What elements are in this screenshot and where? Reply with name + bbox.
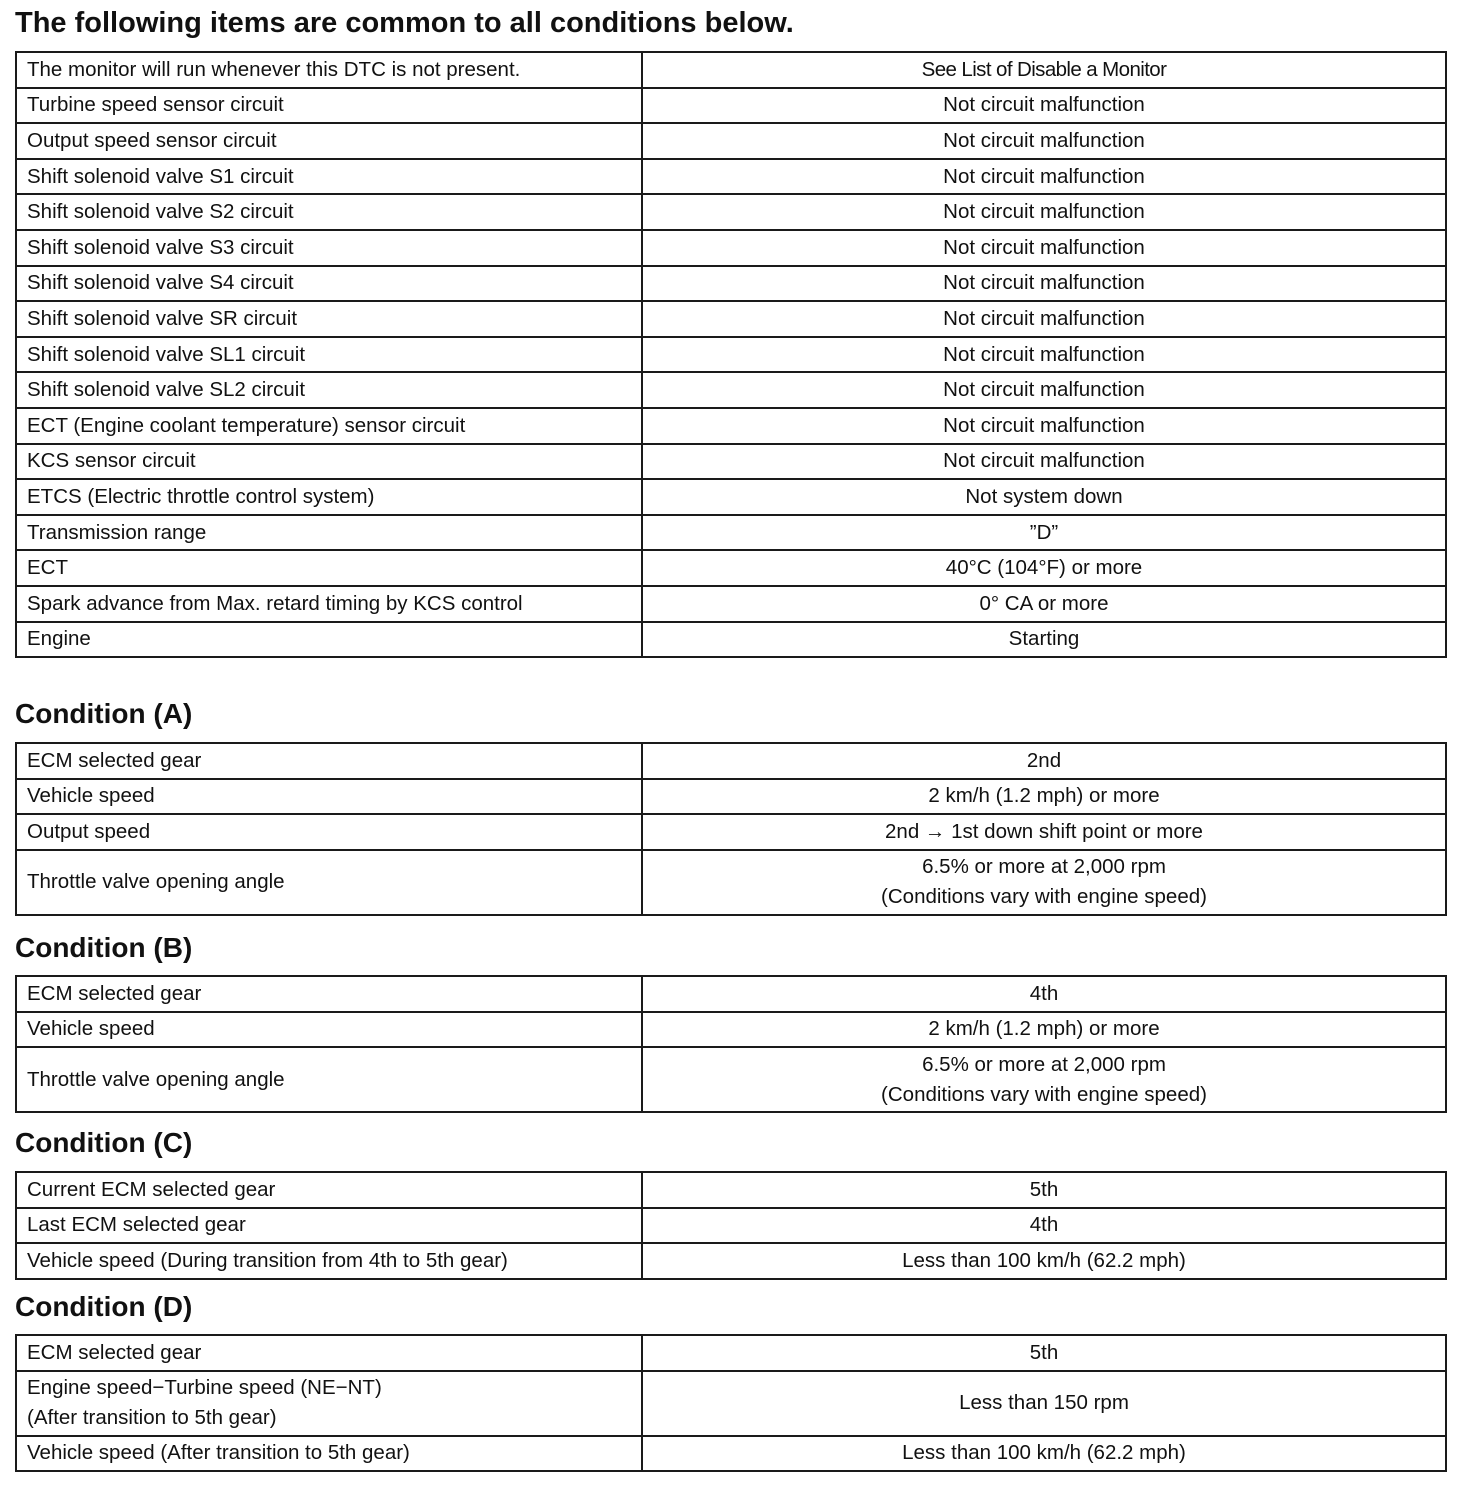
table-row	[16, 1436, 1446, 1472]
table-row	[16, 1208, 1446, 1244]
condition-b-heading: Condition (B)	[15, 932, 193, 963]
condition-item: Last ECM selected gear	[16, 1208, 642, 1244]
table-row	[16, 550, 1446, 586]
condition-item: Spark advance from Max. retard timing by KCS control	[16, 586, 642, 622]
condition-value: 4th	[642, 1208, 1446, 1244]
condition-item: ECT (Engine coolant temperature) sensor circuit	[16, 408, 642, 444]
condition-value: 0° CA or more	[642, 586, 1446, 622]
table-row	[16, 622, 1446, 658]
condition-item: Throttle valve opening angle	[16, 1047, 642, 1112]
condition-value: Not circuit malfunction	[642, 194, 1446, 230]
condition-item: KCS sensor circuit	[16, 444, 642, 480]
table-row	[16, 301, 1446, 337]
condition-item: Vehicle speed (After transition to 5th gear)	[16, 1436, 642, 1472]
condition-value: Not circuit malfunction	[642, 230, 1446, 266]
condition-item: Vehicle speed (During transition from 4th to 5th gear)	[16, 1243, 642, 1279]
condition-d-heading: Condition (D)	[15, 1291, 193, 1322]
condition-item: Shift solenoid valve SL2 circuit	[16, 372, 642, 408]
condition-item: Transmission range	[16, 515, 642, 551]
table-row	[16, 88, 1446, 124]
condition-a-heading: Condition (A)	[15, 698, 193, 729]
condition-a-table	[15, 742, 1447, 916]
condition-item: Shift solenoid valve SR circuit	[16, 301, 642, 337]
condition-value: Not circuit malfunction	[642, 372, 1446, 408]
table-row	[16, 1012, 1446, 1048]
condition-item: Output speed	[16, 814, 642, 850]
table-row	[16, 586, 1446, 622]
condition-item: ECM selected gear	[16, 1335, 642, 1371]
condition-value: Less than 100 km/h (62.2 mph)	[642, 1436, 1446, 1472]
common-conditions-heading: The following items are common to all conditions below.	[15, 7, 794, 39]
condition-value: Not circuit malfunction	[642, 159, 1446, 195]
condition-value: 5th	[642, 1172, 1446, 1208]
table-row	[16, 337, 1446, 373]
condition-item: Vehicle speed	[16, 1012, 642, 1048]
table-row	[16, 743, 1446, 779]
condition-value: 5th	[642, 1335, 1446, 1371]
condition-item: Engine	[16, 622, 642, 658]
table-row	[16, 814, 1446, 850]
table-row	[16, 159, 1446, 195]
condition-value: 2 km/h (1.2 mph) or more	[642, 1012, 1446, 1048]
condition-item: Current ECM selected gear	[16, 1172, 642, 1208]
condition-item: ECM selected gear	[16, 976, 642, 1012]
table-row	[16, 1371, 1446, 1436]
table-row	[16, 123, 1446, 159]
condition-item: Vehicle speed	[16, 779, 642, 815]
table-row	[16, 52, 1446, 88]
condition-value: Less than 100 km/h (62.2 mph)	[642, 1243, 1446, 1279]
condition-value: Not circuit malfunction	[642, 444, 1446, 480]
table-row	[16, 194, 1446, 230]
table-row	[16, 1172, 1446, 1208]
table-row	[16, 372, 1446, 408]
condition-value: 2 km/h (1.2 mph) or more	[642, 779, 1446, 815]
condition-value: Not circuit malfunction	[642, 123, 1446, 159]
condition-value: 40°C (104°F) or more	[642, 550, 1446, 586]
condition-value: Not system down	[642, 479, 1446, 515]
table-row	[16, 408, 1446, 444]
condition-item: Shift solenoid valve S3 circuit	[16, 230, 642, 266]
table-row	[16, 1047, 1446, 1112]
condition-value: See List of Disable a Monitor	[642, 52, 1446, 88]
condition-value: Starting	[642, 622, 1446, 658]
condition-item: Shift solenoid valve S4 circuit	[16, 266, 642, 302]
table-row	[16, 976, 1446, 1012]
condition-item: Turbine speed sensor circuit	[16, 88, 642, 124]
condition-value: 4th	[642, 976, 1446, 1012]
table-row	[16, 266, 1446, 302]
condition-value: Not circuit malfunction	[642, 408, 1446, 444]
condition-value: ”D”	[642, 515, 1446, 551]
condition-value: Not circuit malfunction	[642, 337, 1446, 373]
condition-d-table	[15, 1334, 1447, 1472]
condition-value: Less than 150 rpm	[642, 1371, 1446, 1436]
condition-value: Not circuit malfunction	[642, 88, 1446, 124]
table-row	[16, 479, 1446, 515]
condition-item: ECT	[16, 550, 642, 586]
common-conditions-table	[15, 51, 1447, 658]
condition-value: Not circuit malfunction	[642, 266, 1446, 302]
table-row	[16, 1335, 1446, 1371]
condition-item: Engine speed−Turbine speed (NE−NT) (After transition to 5th gear)	[16, 1371, 642, 1436]
table-row	[16, 1243, 1446, 1279]
condition-value: 2nd → 1st down shift point or more	[642, 814, 1446, 850]
condition-value: 2nd	[642, 743, 1446, 779]
condition-item: ECM selected gear	[16, 743, 642, 779]
condition-item: Shift solenoid valve S2 circuit	[16, 194, 642, 230]
condition-c-table	[15, 1171, 1447, 1280]
condition-item: Output speed sensor circuit	[16, 123, 642, 159]
table-row	[16, 444, 1446, 480]
condition-item: Shift solenoid valve S1 circuit	[16, 159, 642, 195]
condition-value: 6.5% or more at 2,000 rpm (Conditions vary with engine speed)	[642, 850, 1446, 915]
condition-b-table	[15, 975, 1447, 1113]
condition-item: ETCS (Electric throttle control system)	[16, 479, 642, 515]
condition-item: Throttle valve opening angle	[16, 850, 642, 915]
condition-c-heading: Condition (C)	[15, 1127, 193, 1158]
condition-item: The monitor will run whenever this DTC is not present.	[16, 52, 642, 88]
condition-item: Shift solenoid valve SL1 circuit	[16, 337, 642, 373]
table-row	[16, 515, 1446, 551]
condition-value: Not circuit malfunction	[642, 301, 1446, 337]
condition-value: 6.5% or more at 2,000 rpm (Conditions vary with engine speed)	[642, 1047, 1446, 1112]
table-row	[16, 850, 1446, 915]
table-row	[16, 779, 1446, 815]
table-row	[16, 230, 1446, 266]
